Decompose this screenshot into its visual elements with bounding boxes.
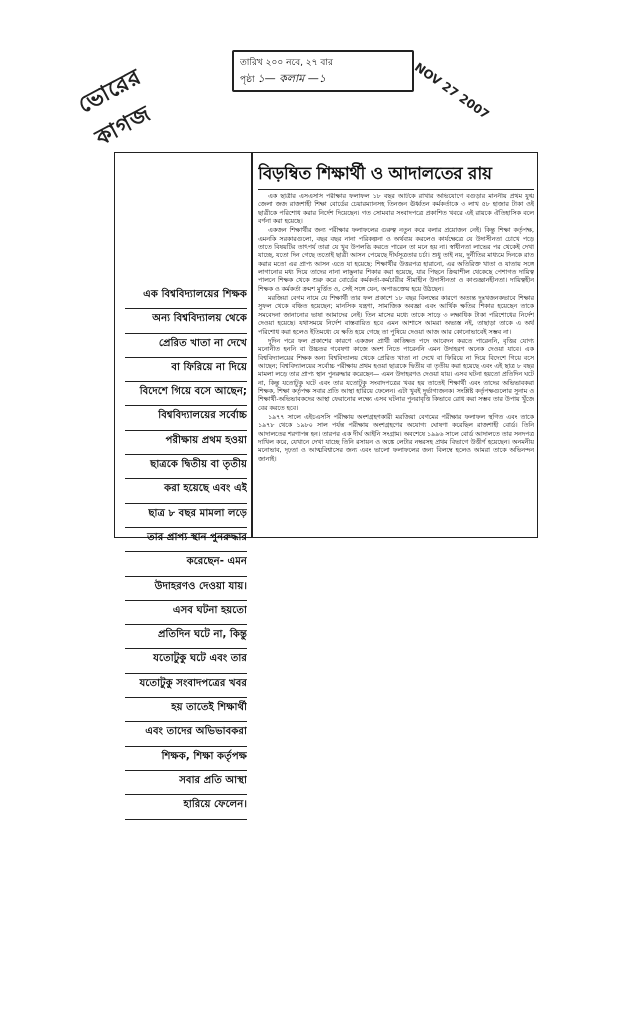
pull-quote-line: করা হয়েছে এবং এই (125, 479, 247, 503)
pull-quote-line: ছাত্রকে দ্বিতীয় বা তৃতীয় (125, 455, 247, 479)
pull-quote-line: বা ফিরিয়ে না দিয়ে (125, 358, 247, 382)
pull-quote-line: করেছেন- এমন (125, 552, 247, 576)
article-paragraph: মরজিয়া বেগম নামে যে শিক্ষার্থী তার ফল প্রকাশে ১৮ বছর বিলম্বের কারণে অত্যন্ত দুঃখজনকভাবে শিক্ষার সুফল থেকে বঞ্চিত হয়েছেন; মানসিক যন্ত্রণা, সামাজিক অবজ্ঞা এবং আর্থিক ক্ষতির শিকার হয়েছেন তাকে সমবেদনা জানানোর ভাষা আমাদের নেই। তিন মাসের মধ্যে তাকে সাড়ে ৩ লক্ষাধিক টাকা পরিশোধের নির্দেশ দেওয়া হয়েছে। যথাসময়ে নির্দেশ বাস্তবায়িত হবে এমন আশাসে আমরা অভ্যস্ত নই, তাছাড়া তাকে এ অর্থ পরিশোধ করা হলেও ইতিমধ্যে যে ক্ষতি হয়ে গেছে তা পুষিয়ে দেওয়া আজ আর কোনোভাবেই সম্ভব না। (258, 295, 534, 336)
pull-quote-line: যতোটুকু সংবাদপত্রের খবর (125, 674, 247, 698)
pull-quote-line: এবং তাদের অভিভাবকরা (125, 722, 247, 746)
stamp-column-handwritten: ১— কলাম —১ (257, 72, 326, 85)
pull-quote-line: পরীক্ষায় প্রথম হওয়া (125, 431, 247, 455)
pull-quote-line: ছাত্র ৮ বছর মামলা লড়ে (125, 504, 247, 528)
pull-quote-line: প্রতিদিন ঘটে না, কিন্তু (125, 625, 247, 649)
pull-quote-line: সবার প্রতি আস্থা (125, 771, 247, 795)
date-stamp: NOV 27 2007 (411, 60, 492, 122)
pull-quote-sidebar (125, 285, 247, 820)
pull-quote-line: যতোটুকু ঘটে এবং তার (125, 649, 247, 673)
pull-quote-line: শিক্ষক, শিক্ষা কর্তৃপক্ষ (125, 747, 247, 771)
article-paragraph: দুদিন পরে ফল প্রকাশের কারণে একজন প্রার্থী কাঙ্ক্ষিত পদে আবেদন করতে পারেননি, বৃত্তির যোগ্য মনোনীত হননি বা উচ্চতর গবেষণা কাজে অংশ নিতে পারেননি এমন উদাহরণ অনেক দেওয়া যাবে। এক বিশ্ববিদ্যালয়ের শিক্ষক অন্য বিশ্ববিদ্যালয় থেকে প্রেরিত খাতা না দেখে বা ফিরিয়ে না দিয়ে বিদেশে গিয়ে বসে আছেন; বিশ্ববিদ্যালয়ের সর্বোচ্চ পরীক্ষায় প্রথম হওয়া ছাত্রকে দ্বিতীয় বা তৃতীয় করা হয়েছে এবং এই ছাত্র ৮ বছর মামলা লড়ে তার প্রাপ্য স্থান পুনরুদ্ধার করেছেন— এমন উদাহরণও দেওয়া যায়। এসব ঘটনা হয়তো প্রতিদিন ঘটে না, কিন্তু যতোটুকু ঘটে এবং তার যতোটুকু সংবাদপত্রের খবর হয় তাতেই শিক্ষার্থী এবং তাদের অভিভাবকরা শিক্ষক, শিক্ষা কর্তৃপক্ষ সবার প্রতি আস্থা হারিয়ে ফেলেন। এটা খুবই দুর্ভাগ্যজনক। সংশ্লিষ্ট কর্তৃপক্ষগুলোর সুনাম ও শিক্ষার্থী-অভিভাবকদের আস্থা ফেরানোর লক্ষ্যে এসব ঘটনার পুনরাবৃত্তি কিভাবে রোধ করা সম্ভব তার উপায় খুঁজে বের করতে হবে। (258, 337, 534, 412)
article-body (258, 193, 534, 533)
pull-quote-line: হারিয়ে ফেলেন। (125, 795, 247, 819)
newspaper-clipping (114, 152, 538, 811)
stamp-page-line (240, 71, 406, 88)
pull-quote-line: বিদেশে গিয়ে বসে আছেন; (125, 382, 247, 406)
column-divider (251, 153, 253, 537)
newspaper-name-handwritten: ভোরের কাগজ (73, 63, 156, 152)
stamp-date-line: তারিখ ২০০ নবে, ২৭ বার (240, 58, 333, 68)
pull-quote-line: বিশ্ববিদ্যালয়ের সর্বোচ্চ (125, 406, 247, 430)
pull-quote-line: তার প্রাপ্য স্থান পুনরুদ্ধার (125, 528, 247, 552)
pull-quote-line: অন্য বিশ্ববিদ্যালয় থেকে (125, 309, 247, 333)
article-paragraph: একজন শিক্ষার্থীর জন্য পরীক্ষার ফলাফলের গুরুত্ব নতুন করে বলার প্রয়োজন নেই। কিন্তু শিক্ষা কর্তৃপক্ষ, এমনকি সরকারগুলো, বছর বছর নানা পরিকল্পনা ও অর্থব্যয় করলেও কার্যক্ষেত্রে যে উদাসীনতা চোখে পড়ে তাতে বিষয়টির তাৎপর্য তারা যে খুব উপলব্ধি করতে পারেন তা মনে হয় না। স্বাধীনতা লাভের পর থেকেই দেখা যাচ্ছে, যতো দিন গেছে ততোই ছাত্রী আসন পেয়েছে দীর্ঘসূত্রতার চর্চা। শুধু তাই নয়, দুর্নীতির মাধ্যমে দিনকে রাত করার মতো এর প্রাপ্য আসন এতে যা হয়েছে: শিক্ষার্থীর উত্তরপত্র হারানো, এর অতিরিক্ত খাতা ও যাতায় সঙ্গে লাগানোর মধ্য দিয়ে তাদের নানা লাঞ্ছনার শিকার করা হয়েছে, যার পিছনে ক্রিয়াশীল থেকেছে পেশাগত দায়িত্ব পালনে শিক্ষক থেকে শুরু করে বোর্ডের কর্মকর্তা-কর্মচারীর সীমাহীন উদাসীনতা ও কাণ্ডজ্ঞানহীনতা। দায়িত্বহীন শিক্ষক ও কর্মকর্তা ক্রমশ মুর্ত্তিত ও, সেই সঙ্গে যেন, অপাঙক্তেয় হয়ে উঠছেন। (258, 227, 534, 293)
article-paragraph: এক ছাত্রীর এসএসসি পরীক্ষার ফলাফল ১৮ বছর আটকে রাখার অভিযোগে বগুড়ার মাননীয় প্রথম যুগ্ম জেলা জজ রাজশাহী শিক্ষা বোর্ডের চেয়ারম্যানসহ তিনজন ঊর্ধ্বতন কর্মকর্তাকে ৩ লাখ ৫৮ হাজার টাকা ওই ছাত্রীকে পরিশোধ করার নির্দেশ দিয়েছেন। গত সোমবার সংবাদপত্রে প্রকাশিত খবরে এই রায়কে ঐতিহাসিক বলে বর্ণনা করা হয়েছে। (258, 193, 534, 226)
stamp-page-label: পৃষ্ঠা (240, 75, 255, 85)
article-headline: বিড়ম্বিত শিক্ষার্থী ও আদালতের রায় (258, 159, 534, 190)
pull-quote-line: এক বিশ্ববিদ্যালয়ের শিক্ষক (125, 285, 247, 309)
pull-quote-line: উদাহরণও দেওয়া যায়। (125, 577, 247, 601)
article-paragraph: ১৯৭৭ সালে এইচএসসি পরীক্ষায় অংশগ্রহণকারী মরজিয়া বেগমের পরীক্ষার ফলাফল স্থগিত এবং তাকে ১৯৭৮ থেকে ১৯৮০ সাল পর্যন্ত পরীক্ষায় অংশগ্রহণের অযোগ্য ঘোষণা করেছিল রাজশাহী বোর্ড। তিনি আদালতের শরণাপন্ন হন। তারপর এক দীর্ঘ আইনি সংগ্রাম। অবশেষে ১৯৯৬ সালে বোর্ড আদালতে তার সনদপত্র দাখিল করে, যেখানে দেখা যাচ্ছে তিনি রসায়ন ও অঙ্কে লেটার নম্বরসহ প্রথম বিভাগে উত্তীর্ণ হয়েছেন। অনমনীয় মনোভাব, দৃঢ়তা ও আত্মবিশ্বাসের জন্য এবং ভালো ফলাফলের জন্য বিলম্বে হলেও আমরা তাকে অভিনন্দন জানাই। (258, 413, 534, 463)
pull-quote-line: প্রেরিত খাতা না দেখে (125, 334, 247, 358)
pull-quote-line: হয় তাতেই শিক্ষার্থী (125, 698, 247, 722)
pull-quote-line: এসব ঘটনা হয়তো (125, 601, 247, 625)
archive-stamp (232, 50, 414, 92)
